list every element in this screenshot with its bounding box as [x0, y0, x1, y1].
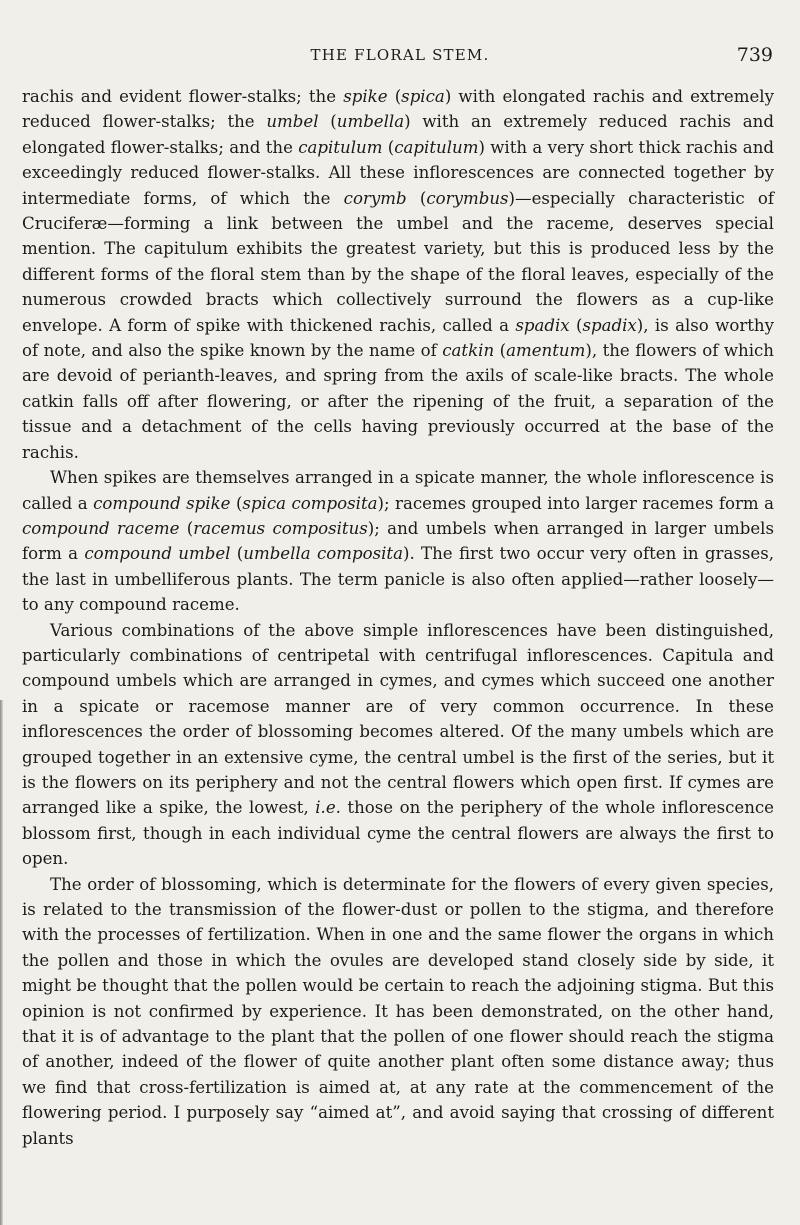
text-run: ( — [382, 137, 395, 157]
text-run: ( — [179, 518, 194, 538]
text-run: ( — [230, 493, 243, 513]
text-run: ( — [494, 341, 507, 361]
text-run: )—especially characteristic of Cruciferæ—forming a link between the umbel and the raceme, deserves special mention. The capitulum exhibits the greatest variety, but this is produced less by the different forms of the floral stem than by the shape of the floral leaves, especially of the numerous crowded bracts which collectively surround the flowers as a cup-like envelope. A form of spike with thickened rachis, called a — [22, 188, 775, 335]
paragraph-3 — [22, 618, 774, 872]
italic-term: spica composita — [242, 493, 378, 513]
italic-term: capitulum — [298, 137, 383, 157]
text-run: those on the periphery of the whole inflorescence blossom first, though in each individual cyme the central flowers are always the first to open. — [22, 798, 775, 869]
text-run: ) with elongated rachis and extremely reduced flower-stalks; the — [22, 87, 774, 132]
paragraph-4 — [22, 872, 774, 1151]
italic-term: spadix — [582, 315, 637, 335]
text-run: ) with a very short thick rachis and exceedingly reduced flower-stalks. All these inflorescences are connected together by intermediate forms, of which the — [22, 137, 775, 208]
text-run: ); racemes grouped into larger racemes form a — [377, 493, 774, 513]
italic-term: umbel — [266, 112, 319, 132]
italic-term: racemus compositus — [193, 518, 368, 538]
text-run: ), the flowers of which are devoid of perianth-leaves, and spring from the axils of scale-like bracts. The whole catkin falls off after flowering, or after the ripening of the fruit, a separation of the tissue and a detachment of the cells having previously occurred at the base of the rachis. — [22, 341, 774, 462]
text-run: ) with an extremely reduced rachis and elongated flower-stalks; and the — [22, 112, 774, 157]
italic-term: corymbus — [426, 188, 509, 208]
italic-term: catkin — [442, 341, 495, 361]
text-run: ( — [230, 544, 244, 564]
text-run: When spikes are themselves arranged in a spicate manner, the whole inflorescence is called a — [22, 468, 774, 513]
text-run: ). The first two occur very often in grasses, the last in umbelliferous plants. The term panicle is also often applied—rather loosely—to any compound raceme. — [22, 544, 775, 615]
italic-term: compound umbel — [84, 544, 231, 564]
text-run: ); and umbels when arranged in larger umbels form a — [22, 518, 775, 564]
text-run: ( — [318, 112, 337, 132]
italic-term: corymb — [343, 188, 407, 208]
body-text — [22, 84, 774, 1151]
running-head — [0, 46, 800, 70]
italic-term: umbella composita — [243, 544, 403, 564]
running-title: THE FLORAL STEM. — [310, 46, 490, 64]
italic-term: i.e. — [315, 798, 341, 818]
text-run: ( — [406, 188, 427, 208]
italic-term: spike — [343, 87, 388, 106]
page-number: 739 — [736, 44, 773, 66]
italic-term: compound spike — [93, 493, 231, 513]
paragraph-2 — [22, 465, 774, 617]
text-run: ( — [569, 315, 583, 335]
text-run: rachis and evident flower-stalks; the — [22, 87, 344, 106]
text-run: Various combinations of the above simple inflorescences have been distinguished, particularly combinations of centripetal with centrifugal inflorescences. Capitula and compound umbels which are arranged in cymes, and cymes which succeed one another in a spicate or racemose manner are of very common occurrence. In these inflorescences the order of blossoming becomes altered. Of the many umbels which are grouped together in an extensive cyme, the central umbel is the first of the series, but it is the flowers on its periphery and not the central flowers which open first. If cymes are arranged like a spike, the lowest, — [22, 620, 774, 818]
italic-term: amentum — [506, 341, 586, 361]
italic-term: compound raceme — [22, 518, 180, 538]
text-run: ( — [387, 87, 402, 106]
binding-shadow — [0, 700, 3, 1225]
italic-term: spica — [401, 87, 445, 106]
text-run: ), is also worthy of note, and also the spike known by the name of — [22, 315, 774, 361]
italic-term: spadix — [515, 315, 570, 335]
paragraph-1 — [22, 84, 774, 465]
text-run: The order of blossoming, which is determinate for the flowers of every given species, is related to the transmission of the flower-dust or pollen to the stigma, and therefore with the processes of fertilization. When in one and the same flower the organs in which the pollen and those in which the ovules are developed stand closely side by side, it might be thought that the pollen would be certain to reach the adjoining stigma. But this opinion is not confirmed by experience. It has been demonstrated, on the other hand, that it is of advantage to the plant that the pollen of one flower should reach the stigma of another, indeed of the flower of quite another plant often some distance away; thus we find that cross-fertilization is aimed at, at any rate at the commencement of the flowering period. I purposely say “aimed at”, and avoid saying that crossing of different plants — [22, 874, 774, 1148]
italic-term: capitulum — [394, 137, 479, 157]
italic-term: umbella — [336, 112, 405, 132]
